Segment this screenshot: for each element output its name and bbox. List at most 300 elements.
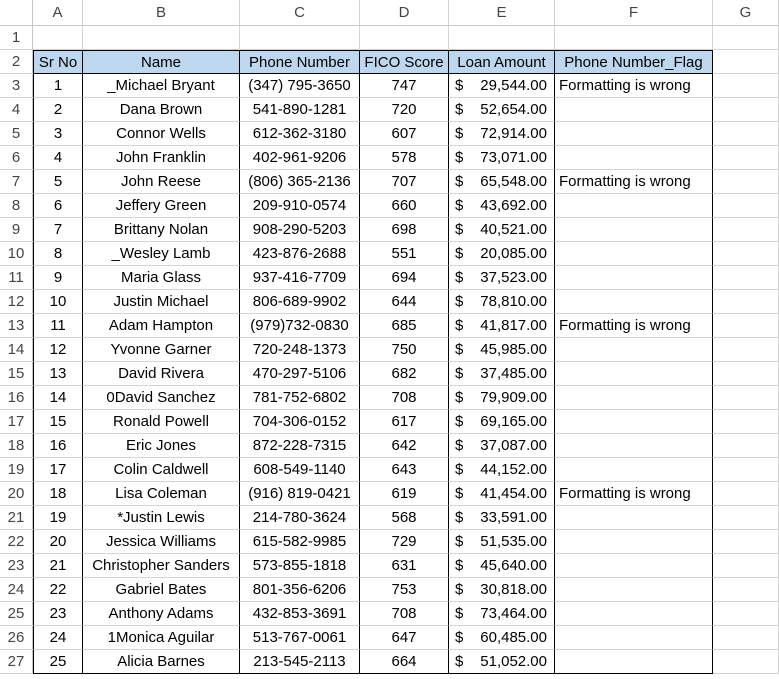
- cell-column-g[interactable]: [713, 434, 779, 458]
- cell-name[interactable]: _Wesley Lamb: [83, 242, 240, 266]
- cell-phone-number[interactable]: 937-416-7709: [240, 266, 360, 290]
- cell-fico-score[interactable]: 708: [360, 602, 449, 626]
- cell-loan-amount[interactable]: [449, 386, 555, 410]
- cell-name[interactable]: Lisa Coleman: [83, 482, 240, 506]
- cell-fico-score[interactable]: 643: [360, 458, 449, 482]
- cell-b1[interactable]: [83, 26, 240, 50]
- row-header-3[interactable]: 3: [0, 74, 33, 98]
- cell-phone-number[interactable]: 432-853-3691: [240, 602, 360, 626]
- cell-phone-number[interactable]: 423-876-2688: [240, 242, 360, 266]
- cell-phone-number-flag[interactable]: [555, 458, 713, 482]
- row-header-20[interactable]: 20: [0, 482, 33, 506]
- cell-phone-number[interactable]: 908-290-5203: [240, 218, 360, 242]
- header-loan-amount[interactable]: Loan Amount: [449, 50, 555, 74]
- cell-column-g[interactable]: [713, 242, 779, 266]
- currency-symbol: $: [455, 557, 464, 574]
- row-header-23[interactable]: 23: [0, 554, 33, 578]
- cell-sr-no[interactable]: 14: [33, 386, 83, 410]
- cell-loan-amount[interactable]: [449, 194, 555, 218]
- currency-symbol: $: [455, 149, 464, 166]
- loan-value: 29,544.00: [480, 77, 547, 94]
- cell-phone-number-flag[interactable]: Formatting is wrong: [555, 170, 713, 194]
- cell-fico-score[interactable]: 753: [360, 578, 449, 602]
- cell-phone-number-flag[interactable]: [555, 602, 713, 626]
- currency-symbol: $: [455, 77, 464, 94]
- row-header-19[interactable]: 19: [0, 458, 33, 482]
- cell-phone-number-flag[interactable]: [555, 650, 713, 674]
- column-header-c[interactable]: C: [240, 0, 360, 26]
- cell-column-g[interactable]: [713, 482, 779, 506]
- cell-name[interactable]: John Reese: [83, 170, 240, 194]
- row-header-9[interactable]: 9: [0, 218, 33, 242]
- row-header-4[interactable]: 4: [0, 98, 33, 122]
- cell-sr-no[interactable]: 21: [33, 554, 83, 578]
- cell-phone-number-flag[interactable]: [555, 122, 713, 146]
- table-row: [33, 530, 779, 554]
- currency-symbol: $: [455, 365, 464, 382]
- loan-value: 52,654.00: [480, 101, 547, 118]
- cell-name[interactable]: Colin Caldwell: [83, 458, 240, 482]
- cell-d1[interactable]: [360, 26, 449, 50]
- cell-sr-no[interactable]: 5: [33, 170, 83, 194]
- row-header-5[interactable]: 5: [0, 122, 33, 146]
- cell-phone-number-flag[interactable]: [555, 290, 713, 314]
- cell-column-g[interactable]: [713, 554, 779, 578]
- cell-loan-amount[interactable]: [449, 338, 555, 362]
- cell-phone-number-flag[interactable]: [555, 386, 713, 410]
- cell-loan-amount[interactable]: [449, 434, 555, 458]
- cell-phone-number[interactable]: 209-910-0574: [240, 194, 360, 218]
- cell-name[interactable]: *Justin Lewis: [83, 506, 240, 530]
- table-row: [33, 242, 779, 266]
- cell-fico-score[interactable]: 619: [360, 482, 449, 506]
- cell-name[interactable]: _Michael Bryant: [83, 74, 240, 98]
- select-all-corner[interactable]: [0, 0, 33, 26]
- cell-fico-score[interactable]: 568: [360, 506, 449, 530]
- currency-symbol: $: [455, 341, 464, 358]
- table-row: [33, 578, 779, 602]
- cell-column-g[interactable]: [713, 578, 779, 602]
- cell-fico-score[interactable]: 694: [360, 266, 449, 290]
- cell-phone-number[interactable]: 781-752-6802: [240, 386, 360, 410]
- cell-loan-amount[interactable]: [449, 170, 555, 194]
- row-header-15[interactable]: 15: [0, 362, 33, 386]
- currency-symbol: $: [455, 221, 464, 238]
- loan-value: 37,087.00: [480, 437, 547, 454]
- currency-symbol: $: [455, 533, 464, 550]
- cell-loan-amount[interactable]: [449, 314, 555, 338]
- cell-phone-number-flag[interactable]: [555, 146, 713, 170]
- currency-symbol: $: [455, 293, 464, 310]
- cell-column-g[interactable]: [713, 530, 779, 554]
- cell-fico-score[interactable]: 708: [360, 386, 449, 410]
- table-row: [33, 290, 779, 314]
- cell-loan-amount[interactable]: [449, 578, 555, 602]
- cell-fico-score[interactable]: 607: [360, 122, 449, 146]
- cell-name[interactable]: Adam Hampton: [83, 314, 240, 338]
- cell-loan-amount[interactable]: [449, 146, 555, 170]
- table-row: [33, 650, 779, 674]
- cell-phone-number[interactable]: 573-855-1818: [240, 554, 360, 578]
- table-row: [33, 386, 779, 410]
- cell-phone-number-flag[interactable]: Formatting is wrong: [555, 74, 713, 98]
- cell-f1[interactable]: [555, 26, 713, 50]
- table-row: [33, 194, 779, 218]
- cell-column-g[interactable]: [713, 266, 779, 290]
- cell-name[interactable]: David Rivera: [83, 362, 240, 386]
- loan-value: 72,914.00: [480, 125, 547, 142]
- cell-sr-no[interactable]: 3: [33, 122, 83, 146]
- cell-fico-score[interactable]: 664: [360, 650, 449, 674]
- cell-name[interactable]: Connor Wells: [83, 122, 240, 146]
- cell-column-g[interactable]: [713, 146, 779, 170]
- row-header-22[interactable]: 22: [0, 530, 33, 554]
- cell-phone-number[interactable]: (979)732-0830: [240, 314, 360, 338]
- cell-phone-number-flag[interactable]: [555, 530, 713, 554]
- table-row: [33, 218, 779, 242]
- cell-fico-score[interactable]: 707: [360, 170, 449, 194]
- table-row: [33, 362, 779, 386]
- cell-phone-number-flag[interactable]: [555, 194, 713, 218]
- cell-column-g[interactable]: [713, 194, 779, 218]
- currency-symbol: $: [455, 125, 464, 142]
- cell-name[interactable]: Brittany Nolan: [83, 218, 240, 242]
- table-row: [33, 434, 779, 458]
- header-fico-score[interactable]: FICO Score: [360, 50, 449, 74]
- cell-sr-no[interactable]: 2: [33, 98, 83, 122]
- cell-fico-score[interactable]: 698: [360, 218, 449, 242]
- loan-value: 65,548.00: [480, 173, 547, 190]
- row-header-18[interactable]: 18: [0, 434, 33, 458]
- row-header-14[interactable]: 14: [0, 338, 33, 362]
- cell-name[interactable]: Christopher Sanders: [83, 554, 240, 578]
- cell-fico-score[interactable]: 750: [360, 338, 449, 362]
- currency-symbol: $: [455, 485, 464, 502]
- table-row: [33, 146, 779, 170]
- cell-column-g[interactable]: [713, 650, 779, 674]
- cell-sr-no[interactable]: 16: [33, 434, 83, 458]
- cell-phone-number[interactable]: 872-228-7315: [240, 434, 360, 458]
- cell-fico-score[interactable]: 729: [360, 530, 449, 554]
- cell-sr-no[interactable]: 10: [33, 290, 83, 314]
- cell-phone-number[interactable]: (916) 819-0421: [240, 482, 360, 506]
- currency-symbol: $: [455, 461, 464, 478]
- currency-symbol: $: [455, 269, 464, 286]
- row-header-7[interactable]: 7: [0, 170, 33, 194]
- cell-loan-amount[interactable]: [449, 122, 555, 146]
- row-header-11[interactable]: 11: [0, 266, 33, 290]
- table-row: [33, 410, 779, 434]
- cell-loan-amount[interactable]: [449, 482, 555, 506]
- column-header-d[interactable]: D: [360, 0, 449, 26]
- cell-name[interactable]: Jessica Williams: [83, 530, 240, 554]
- cell-fico-score[interactable]: 685: [360, 314, 449, 338]
- cell-loan-amount[interactable]: [449, 506, 555, 530]
- cell-column-g[interactable]: [713, 314, 779, 338]
- currency-symbol: $: [455, 437, 464, 454]
- loan-value: 51,535.00: [480, 533, 547, 550]
- table-header-row: [33, 50, 779, 74]
- cell-phone-number[interactable]: 402-961-9206: [240, 146, 360, 170]
- cell-phone-number[interactable]: 213-545-2113: [240, 650, 360, 674]
- cell-fico-score[interactable]: 682: [360, 362, 449, 386]
- loan-value: 51,052.00: [480, 653, 547, 670]
- loan-value: 41,454.00: [480, 485, 547, 502]
- cell-sr-no[interactable]: 9: [33, 266, 83, 290]
- header-phone-number[interactable]: Phone Number: [240, 50, 360, 74]
- cell-sr-no[interactable]: 4: [33, 146, 83, 170]
- table-row: [33, 170, 779, 194]
- loan-value: 30,818.00: [480, 581, 547, 598]
- cell-column-g[interactable]: [713, 170, 779, 194]
- loan-value: 78,810.00: [480, 293, 547, 310]
- currency-symbol: $: [455, 317, 464, 334]
- cell-sr-no[interactable]: 18: [33, 482, 83, 506]
- cell-column-g[interactable]: [713, 362, 779, 386]
- cell-loan-amount[interactable]: [449, 554, 555, 578]
- loan-value: 20,085.00: [480, 245, 547, 262]
- cell-loan-amount[interactable]: [449, 74, 555, 98]
- row-header-2[interactable]: 2: [0, 50, 33, 74]
- currency-symbol: $: [455, 197, 464, 214]
- cell-sr-no[interactable]: 15: [33, 410, 83, 434]
- cell-fico-score[interactable]: 578: [360, 146, 449, 170]
- cell-name[interactable]: Eric Jones: [83, 434, 240, 458]
- cell-fico-score[interactable]: 617: [360, 410, 449, 434]
- cell-sr-no[interactable]: 20: [33, 530, 83, 554]
- cell-sr-no[interactable]: 11: [33, 314, 83, 338]
- currency-symbol: $: [455, 653, 464, 670]
- cell-column-g[interactable]: [713, 74, 779, 98]
- cell-fico-score[interactable]: 747: [360, 74, 449, 98]
- cell-column-g[interactable]: [713, 626, 779, 650]
- cell-a1[interactable]: [33, 26, 83, 50]
- cell-name[interactable]: Jeffery Green: [83, 194, 240, 218]
- cell-phone-number-flag[interactable]: [555, 434, 713, 458]
- cell-g2[interactable]: [713, 50, 779, 74]
- cell-phone-number-flag[interactable]: [555, 242, 713, 266]
- cell-phone-number-flag[interactable]: [555, 554, 713, 578]
- cell-fico-score[interactable]: 644: [360, 290, 449, 314]
- cell-phone-number[interactable]: 608-549-1140: [240, 458, 360, 482]
- row-header-13[interactable]: 13: [0, 314, 33, 338]
- cell-name[interactable]: Anthony Adams: [83, 602, 240, 626]
- table-row: [33, 314, 779, 338]
- cell-sr-no[interactable]: 24: [33, 626, 83, 650]
- cell-g1[interactable]: [713, 26, 779, 50]
- cell-sr-no[interactable]: 13: [33, 362, 83, 386]
- row-header-16[interactable]: 16: [0, 386, 33, 410]
- table-row: [33, 506, 779, 530]
- cell-column-g[interactable]: [713, 290, 779, 314]
- cell-fico-score[interactable]: 551: [360, 242, 449, 266]
- cell-column-g[interactable]: [713, 386, 779, 410]
- column-header-a[interactable]: A: [33, 0, 83, 26]
- table-row: [33, 338, 779, 362]
- currency-symbol: $: [455, 629, 464, 646]
- cell-loan-amount[interactable]: [449, 626, 555, 650]
- cell-loan-amount[interactable]: [449, 362, 555, 386]
- loan-value: 60,485.00: [480, 629, 547, 646]
- loan-value: 41,817.00: [480, 317, 547, 334]
- cell-loan-amount[interactable]: [449, 530, 555, 554]
- row-header-1[interactable]: 1: [0, 26, 33, 50]
- loan-value: 45,640.00: [480, 557, 547, 574]
- table-row: [33, 482, 779, 506]
- cell-name[interactable]: Ronald Powell: [83, 410, 240, 434]
- currency-symbol: $: [455, 389, 464, 406]
- loan-value: 33,591.00: [480, 509, 547, 526]
- cell-fico-score[interactable]: 660: [360, 194, 449, 218]
- cell-column-g[interactable]: [713, 122, 779, 146]
- loan-value: 37,485.00: [480, 365, 547, 382]
- cell-loan-amount[interactable]: [449, 98, 555, 122]
- cell-loan-amount[interactable]: [449, 242, 555, 266]
- cell-column-g[interactable]: [713, 506, 779, 530]
- cell-sr-no[interactable]: 12: [33, 338, 83, 362]
- cell-loan-amount[interactable]: [449, 290, 555, 314]
- cell-phone-number[interactable]: 612-362-3180: [240, 122, 360, 146]
- cell-phone-number[interactable]: 704-306-0152: [240, 410, 360, 434]
- cell-phone-number[interactable]: (347) 795-3650: [240, 74, 360, 98]
- sheet-row-1: [33, 26, 779, 50]
- cell-name[interactable]: 0David Sanchez: [83, 386, 240, 410]
- loan-value: 73,071.00: [480, 149, 547, 166]
- row-header-26[interactable]: 26: [0, 626, 33, 650]
- table-row: [33, 626, 779, 650]
- cell-column-g[interactable]: [713, 218, 779, 242]
- cell-phone-number-flag[interactable]: [555, 266, 713, 290]
- loan-value: 69,165.00: [480, 413, 547, 430]
- cell-loan-amount[interactable]: [449, 650, 555, 674]
- cell-name[interactable]: Dana Brown: [83, 98, 240, 122]
- header-phone-number-flag[interactable]: Phone Number_Flag: [555, 50, 713, 74]
- cell-sr-no[interactable]: 22: [33, 578, 83, 602]
- cell-name[interactable]: Gabriel Bates: [83, 578, 240, 602]
- table-row: [33, 602, 779, 626]
- cell-phone-number-flag[interactable]: [555, 578, 713, 602]
- cell-name[interactable]: 1Monica Aguilar: [83, 626, 240, 650]
- row-header-17[interactable]: 17: [0, 410, 33, 434]
- loan-value: 79,909.00: [480, 389, 547, 406]
- cell-phone-number[interactable]: 801-356-6206: [240, 578, 360, 602]
- table-row: [33, 122, 779, 146]
- cell-column-g[interactable]: [713, 338, 779, 362]
- table-row: [33, 266, 779, 290]
- cell-phone-number-flag[interactable]: [555, 98, 713, 122]
- cell-sr-no[interactable]: 25: [33, 650, 83, 674]
- currency-symbol: $: [455, 605, 464, 622]
- cell-name[interactable]: Maria Glass: [83, 266, 240, 290]
- cell-phone-number-flag[interactable]: [555, 218, 713, 242]
- row-header-27[interactable]: 27: [0, 650, 33, 674]
- cell-loan-amount[interactable]: [449, 266, 555, 290]
- cell-column-g[interactable]: [713, 458, 779, 482]
- row-header-25[interactable]: 25: [0, 602, 33, 626]
- cell-phone-number[interactable]: 470-297-5106: [240, 362, 360, 386]
- currency-symbol: $: [455, 509, 464, 526]
- cell-fico-score[interactable]: 720: [360, 98, 449, 122]
- loan-value: 45,985.00: [480, 341, 547, 358]
- cell-column-g[interactable]: [713, 98, 779, 122]
- cell-phone-number-flag[interactable]: [555, 626, 713, 650]
- row-header-24[interactable]: 24: [0, 578, 33, 602]
- currency-symbol: $: [455, 101, 464, 118]
- cell-name[interactable]: John Franklin: [83, 146, 240, 170]
- cell-phone-number[interactable]: 615-582-9985: [240, 530, 360, 554]
- loan-value: 40,521.00: [480, 221, 547, 238]
- cell-c1[interactable]: [240, 26, 360, 50]
- cell-sr-no[interactable]: 23: [33, 602, 83, 626]
- cell-fico-score[interactable]: 647: [360, 626, 449, 650]
- column-header-f[interactable]: F: [555, 0, 713, 26]
- cell-phone-number[interactable]: 541-890-1281: [240, 98, 360, 122]
- column-header-e[interactable]: E: [449, 0, 555, 26]
- table-row: [33, 554, 779, 578]
- header-sr-no[interactable]: Sr No: [33, 50, 83, 74]
- currency-symbol: $: [455, 581, 464, 598]
- cell-loan-amount[interactable]: [449, 458, 555, 482]
- loan-value: 37,523.00: [480, 269, 547, 286]
- table-row: [33, 74, 779, 98]
- cell-phone-number-flag[interactable]: [555, 338, 713, 362]
- cell-fico-score[interactable]: 642: [360, 434, 449, 458]
- currency-symbol: $: [455, 413, 464, 430]
- cell-sr-no[interactable]: 8: [33, 242, 83, 266]
- cell-name[interactable]: Alicia Barnes: [83, 650, 240, 674]
- cell-phone-number[interactable]: 513-767-0061: [240, 626, 360, 650]
- header-name[interactable]: Name: [83, 50, 240, 74]
- cell-sr-no[interactable]: 6: [33, 194, 83, 218]
- cell-loan-amount[interactable]: [449, 410, 555, 434]
- table-row: [33, 98, 779, 122]
- column-header-b[interactable]: B: [83, 0, 240, 26]
- cell-phone-number-flag[interactable]: Formatting is wrong: [555, 482, 713, 506]
- cell-sr-no[interactable]: 17: [33, 458, 83, 482]
- cell-name[interactable]: Justin Michael: [83, 290, 240, 314]
- column-header-g[interactable]: G: [713, 0, 779, 26]
- cell-sr-no[interactable]: 1: [33, 74, 83, 98]
- cell-sr-no[interactable]: 19: [33, 506, 83, 530]
- row-header-12[interactable]: 12: [0, 290, 33, 314]
- loan-value: 43,692.00: [480, 197, 547, 214]
- cell-phone-number[interactable]: 806-689-9902: [240, 290, 360, 314]
- cell-phone-number[interactable]: 214-780-3624: [240, 506, 360, 530]
- cell-phone-number-flag[interactable]: [555, 506, 713, 530]
- table-row: [33, 458, 779, 482]
- cell-phone-number[interactable]: (806) 365-2136: [240, 170, 360, 194]
- cell-column-g[interactable]: [713, 410, 779, 434]
- cell-column-g[interactable]: [713, 602, 779, 626]
- row-header-8[interactable]: 8: [0, 194, 33, 218]
- row-header-21[interactable]: 21: [0, 506, 33, 530]
- cell-sr-no[interactable]: 7: [33, 218, 83, 242]
- currency-symbol: $: [455, 173, 464, 190]
- cell-name[interactable]: Yvonne Garner: [83, 338, 240, 362]
- cell-phone-number-flag[interactable]: Formatting is wrong: [555, 314, 713, 338]
- row-header-6[interactable]: 6: [0, 146, 33, 170]
- cell-loan-amount[interactable]: [449, 602, 555, 626]
- cell-fico-score[interactable]: 631: [360, 554, 449, 578]
- cell-phone-number[interactable]: 720-248-1373: [240, 338, 360, 362]
- loan-value: 73,464.00: [480, 605, 547, 622]
- row-header-10[interactable]: 10: [0, 242, 33, 266]
- loan-value: 44,152.00: [480, 461, 547, 478]
- cell-phone-number-flag[interactable]: [555, 362, 713, 386]
- cell-loan-amount[interactable]: [449, 218, 555, 242]
- cell-e1[interactable]: [449, 26, 555, 50]
- cell-phone-number-flag[interactable]: [555, 410, 713, 434]
